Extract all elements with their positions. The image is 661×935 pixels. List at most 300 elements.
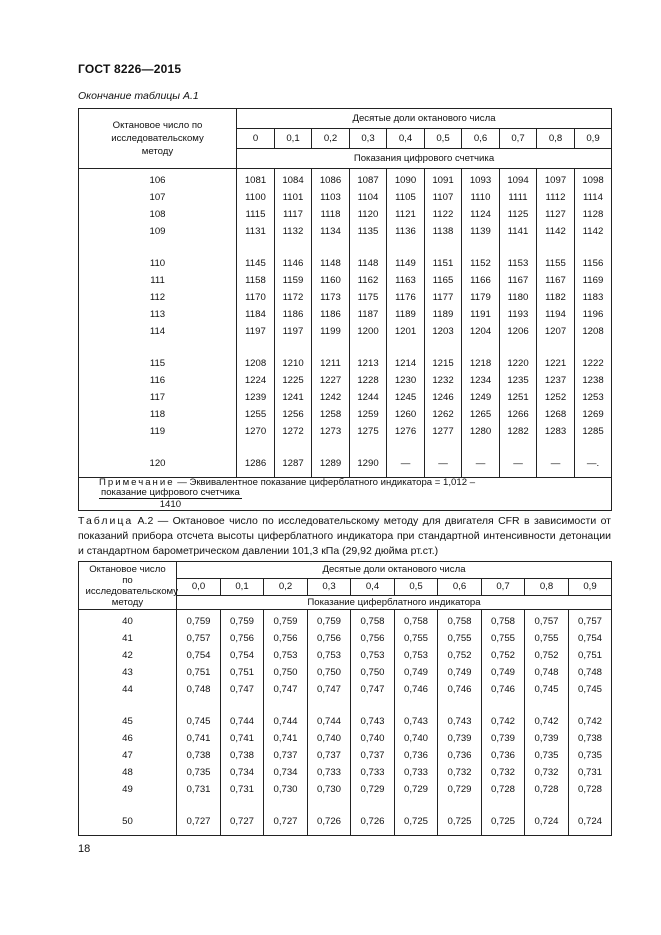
value-cell: 1098 (575, 173, 612, 190)
column-header: 0,4 (351, 579, 395, 596)
octane-number: 48 (79, 765, 177, 782)
value-cell: 1199 (312, 324, 350, 341)
value-cell: 0,749 (482, 665, 525, 682)
value-cell: 0,731 (177, 782, 221, 799)
column-header: 0,3 (350, 129, 387, 149)
value-cell: 0,726 (308, 814, 351, 831)
value-cell: 0,729 (395, 782, 438, 799)
document-header: ГОСТ 8226—2015 (78, 62, 182, 76)
value-cell: 1118 (312, 207, 350, 224)
value-cell: 0,739 (525, 731, 569, 748)
value-cell: 1290 (350, 456, 387, 473)
value-cell: 0,745 (525, 682, 569, 699)
fraction-numerator: показание цифрового счетчика (101, 486, 240, 498)
page-number: 18 (78, 843, 91, 855)
column-header: 0,6 (438, 579, 482, 596)
value-cell: 1237 (537, 373, 575, 390)
octane-number: 49 (79, 782, 177, 799)
value-cell: 1213 (350, 356, 387, 373)
value-cell: 0,738 (569, 731, 612, 748)
value-cell: 1122 (425, 207, 462, 224)
table2-caption-text: А.2 — Октановое число по исследовательскому методу для двигателя CFR в зависимости от показаний прибора отсчета высоты циферблатного индикатора при стандартной интенсивности детонации и стандартном барометрическом давлении 101,3 кПа (29,92 дюйма рт.ст.) (78, 515, 611, 557)
value-cell: 1114 (575, 190, 612, 207)
value-cell: 0,724 (569, 814, 612, 831)
value-cell: 1160 (312, 273, 350, 290)
value-cell: 0,726 (351, 814, 395, 831)
value-cell: 1136 (387, 224, 425, 241)
group-header: Десятые доли октанового числа (177, 562, 612, 579)
value-cell: 1186 (275, 307, 312, 324)
value-cell: 1275 (350, 424, 387, 441)
value-cell: 1132 (275, 224, 312, 241)
value-cell: 0,733 (351, 765, 395, 782)
table-row (79, 631, 612, 648)
value-cell: 1152 (462, 256, 500, 273)
value-cell: — (425, 456, 462, 473)
table-row (79, 373, 612, 390)
octane-number: 112 (79, 290, 237, 307)
value-cell: 1272 (275, 424, 312, 441)
value-cell: 0,758 (395, 614, 438, 631)
value-cell: 0,742 (569, 714, 612, 731)
table-row (79, 456, 612, 473)
value-cell: 1269 (575, 407, 612, 424)
value-cell: 0,754 (569, 631, 612, 648)
value-cell: 0,728 (569, 782, 612, 799)
value-cell: 1187 (350, 307, 387, 324)
table-row (79, 190, 612, 207)
value-cell: 0,753 (264, 648, 308, 665)
value-cell: 1166 (462, 273, 500, 290)
table-row (79, 273, 612, 290)
value-cell: 1262 (425, 407, 462, 424)
value-cell: 1090 (387, 173, 425, 190)
value-cell: 0,729 (438, 782, 482, 799)
value-cell: 0,757 (177, 631, 221, 648)
value-cell: 0,745 (569, 682, 612, 699)
value-cell: 1081 (237, 173, 275, 190)
value-cell: 0,746 (438, 682, 482, 699)
value-cell: 1091 (425, 173, 462, 190)
value-cell: 1218 (462, 356, 500, 373)
value-cell: 0,733 (395, 765, 438, 782)
value-cell: 1282 (500, 424, 537, 441)
value-cell: 0,747 (351, 682, 395, 699)
value-cell: 0,749 (395, 665, 438, 682)
fraction-denominator: 1410 (159, 499, 182, 511)
value-cell: 1203 (425, 324, 462, 341)
value-cell: 1197 (275, 324, 312, 341)
value-cell: 1167 (537, 273, 575, 290)
value-cell: 1107 (425, 190, 462, 207)
value-cell: 1146 (275, 256, 312, 273)
value-cell: 1276 (387, 424, 425, 441)
value-cell: 0,737 (264, 748, 308, 765)
value-cell: 0,756 (308, 631, 351, 648)
table-row (79, 424, 612, 441)
value-cell: 0,740 (308, 731, 351, 748)
value-cell: 0,747 (221, 682, 264, 699)
table-row (79, 324, 612, 341)
value-cell: 1210 (275, 356, 312, 373)
column-header: 0,1 (275, 129, 312, 149)
value-cell: 0,736 (438, 748, 482, 765)
value-cell: 1156 (575, 256, 612, 273)
value-cell: 1211 (312, 356, 350, 373)
value-cell: 1093 (462, 173, 500, 190)
value-cell: 1242 (312, 390, 350, 407)
value-cell: 0,735 (525, 748, 569, 765)
value-cell: 0,755 (482, 631, 525, 648)
octane-number: 115 (79, 356, 237, 373)
value-cell: 0,745 (177, 714, 221, 731)
value-cell: 1201 (387, 324, 425, 341)
table-row (79, 173, 612, 190)
value-cell: — (462, 456, 500, 473)
value-cell: 1158 (237, 273, 275, 290)
octane-number: 44 (79, 682, 177, 699)
value-cell: 0,742 (482, 714, 525, 731)
value-cell: 1165 (425, 273, 462, 290)
value-cell: 1086 (312, 173, 350, 190)
table-row (79, 356, 612, 373)
value-cell: 0,732 (482, 765, 525, 782)
column-header: 0,8 (537, 129, 575, 149)
value-cell: 1104 (350, 190, 387, 207)
group-header: Десятые доли октанового числа (237, 109, 612, 129)
value-cell: 1285 (575, 424, 612, 441)
value-cell: 1287 (275, 456, 312, 473)
octane-number: 109 (79, 224, 237, 241)
value-cell: 1253 (575, 390, 612, 407)
value-cell: 0,751 (177, 665, 221, 682)
table-row (79, 407, 612, 424)
value-cell: 1268 (537, 407, 575, 424)
value-cell: 1186 (312, 307, 350, 324)
value-cell: 1111 (500, 190, 537, 207)
column-header: 0,9 (575, 129, 612, 149)
value-cell: 1200 (350, 324, 387, 341)
value-cell: 0,754 (177, 648, 221, 665)
value-cell: 1134 (312, 224, 350, 241)
value-cell: 1208 (237, 356, 275, 373)
value-cell: 0,730 (308, 782, 351, 799)
value-cell: 1110 (462, 190, 500, 207)
column-header: 0,3 (308, 579, 351, 596)
column-header: 0,0 (177, 579, 221, 596)
value-cell: 0,743 (351, 714, 395, 731)
value-cell: 0,755 (438, 631, 482, 648)
value-cell: 0,741 (177, 731, 221, 748)
value-cell: 1128 (575, 207, 612, 224)
value-cell: 0,739 (482, 731, 525, 748)
value-cell: 1241 (275, 390, 312, 407)
value-cell: 1208 (575, 324, 612, 341)
value-cell: 0,750 (308, 665, 351, 682)
octane-number: 46 (79, 731, 177, 748)
value-cell: 1230 (387, 373, 425, 390)
value-cell: 1238 (575, 373, 612, 390)
column-header: 0,2 (264, 579, 308, 596)
table-row (79, 224, 612, 241)
value-cell: 0,750 (264, 665, 308, 682)
value-cell: 1273 (312, 424, 350, 441)
column-header: 0,9 (569, 579, 612, 596)
value-cell: 0,725 (395, 814, 438, 831)
value-cell: 1117 (275, 207, 312, 224)
value-cell: 1259 (350, 407, 387, 424)
value-cell: 1173 (312, 290, 350, 307)
value-cell: — (387, 456, 425, 473)
column-header: 0,1 (221, 579, 264, 596)
table1-caption: Окончание таблицы А.1 (78, 90, 199, 102)
value-cell: 0,746 (482, 682, 525, 699)
value-cell: 1155 (537, 256, 575, 273)
table-row (79, 814, 612, 831)
value-cell: 0,748 (525, 665, 569, 682)
value-cell: 0,743 (395, 714, 438, 731)
value-cell: 1249 (462, 390, 500, 407)
value-cell: 1112 (537, 190, 575, 207)
table-row (79, 614, 612, 631)
value-cell: 1194 (537, 307, 575, 324)
value-cell: 0,751 (221, 665, 264, 682)
value-cell: 0,755 (525, 631, 569, 648)
table-row (79, 714, 612, 731)
value-cell: 1139 (462, 224, 500, 241)
value-cell: 0,756 (351, 631, 395, 648)
value-cell: 1255 (237, 407, 275, 424)
table2-caption (78, 514, 611, 559)
column-header: 0,4 (387, 129, 425, 149)
table-row (79, 256, 612, 273)
table1-note (79, 478, 612, 511)
column-header: 0,8 (525, 579, 569, 596)
value-cell: 0,744 (264, 714, 308, 731)
value-cell: 1100 (237, 190, 275, 207)
value-cell: 1277 (425, 424, 462, 441)
value-cell: 1175 (350, 290, 387, 307)
column-header: 0 (237, 129, 275, 149)
value-cell: 1094 (500, 173, 537, 190)
table-row (79, 748, 612, 765)
value-cell: 1270 (237, 424, 275, 441)
value-cell: 0,740 (395, 731, 438, 748)
value-cell: 1239 (237, 390, 275, 407)
note-text: — Эквивалентное показание циферблатного индикатора = 1,012 – (177, 477, 476, 488)
value-cell: 0,752 (482, 648, 525, 665)
table-a2 (78, 561, 612, 836)
value-cell: 0,754 (221, 648, 264, 665)
value-cell: 0,752 (438, 648, 482, 665)
value-cell: 0,740 (351, 731, 395, 748)
octane-number: 40 (79, 614, 177, 631)
value-cell: 0,729 (351, 782, 395, 799)
table-row (79, 390, 612, 407)
value-cell: 1163 (387, 273, 425, 290)
value-cell: 1286 (237, 456, 275, 473)
value-cell: 0,753 (351, 648, 395, 665)
column-header: 0,6 (462, 129, 500, 149)
value-cell: 1135 (350, 224, 387, 241)
octane-number: 117 (79, 390, 237, 407)
column-header: 0,7 (500, 129, 537, 149)
value-cell: 0,742 (525, 714, 569, 731)
value-cell: 0,731 (221, 782, 264, 799)
value-cell: 1115 (237, 207, 275, 224)
octane-number: 120 (79, 456, 237, 473)
sub-header: Показания цифрового счетчика (237, 149, 612, 169)
value-cell: 1260 (387, 407, 425, 424)
table-row (79, 207, 612, 224)
value-cell: 1153 (500, 256, 537, 273)
value-cell: 0,755 (395, 631, 438, 648)
column-header: 0,7 (482, 579, 525, 596)
octane-number: 113 (79, 307, 237, 324)
value-cell: 0,735 (177, 765, 221, 782)
table-row (79, 782, 612, 799)
value-cell: 0,730 (264, 782, 308, 799)
value-cell: 0,746 (395, 682, 438, 699)
value-cell: 0,744 (221, 714, 264, 731)
octane-number: 119 (79, 424, 237, 441)
value-cell: 1228 (350, 373, 387, 390)
value-cell: 1258 (312, 407, 350, 424)
value-cell: 1162 (350, 273, 387, 290)
value-cell: 0,757 (525, 614, 569, 631)
value-cell: —. (575, 456, 612, 473)
note-fraction (99, 488, 242, 510)
value-cell: 1204 (462, 324, 500, 341)
sub-header: Показание циферблатного индикатора (177, 596, 612, 610)
column-header: 0,2 (312, 129, 350, 149)
value-cell: 1225 (275, 373, 312, 390)
value-cell: 0,756 (221, 631, 264, 648)
value-cell: 1169 (575, 273, 612, 290)
value-cell: 1084 (275, 173, 312, 190)
value-cell: 1176 (387, 290, 425, 307)
value-cell: 0,731 (569, 765, 612, 782)
value-cell: 1266 (500, 407, 537, 424)
octane-number: 108 (79, 207, 237, 224)
value-cell: 1235 (500, 373, 537, 390)
value-cell: 1105 (387, 190, 425, 207)
value-cell: 1159 (275, 273, 312, 290)
value-cell: 1283 (537, 424, 575, 441)
value-cell: 0,759 (177, 614, 221, 631)
octane-number: 106 (79, 173, 237, 190)
value-cell: 1245 (387, 390, 425, 407)
octane-number: 45 (79, 714, 177, 731)
octane-number: 114 (79, 324, 237, 341)
octane-number: 116 (79, 373, 237, 390)
value-cell: 0,743 (438, 714, 482, 731)
value-cell: 1227 (312, 373, 350, 390)
value-cell: 1087 (350, 173, 387, 190)
value-cell: 0,738 (177, 748, 221, 765)
value-cell: 0,753 (308, 648, 351, 665)
column-header: 0,5 (395, 579, 438, 596)
value-cell: 0,752 (525, 648, 569, 665)
value-cell: 1172 (275, 290, 312, 307)
value-cell: 0,734 (221, 765, 264, 782)
value-cell: 1097 (537, 173, 575, 190)
value-cell: 1224 (237, 373, 275, 390)
value-cell: 1234 (462, 373, 500, 390)
value-cell: 0,737 (308, 748, 351, 765)
value-cell: 0,759 (221, 614, 264, 631)
table-a1 (78, 108, 612, 511)
value-cell: 1252 (537, 390, 575, 407)
value-cell: 0,737 (351, 748, 395, 765)
value-cell: 0,727 (177, 814, 221, 831)
value-cell: 0,750 (351, 665, 395, 682)
table-row (79, 765, 612, 782)
value-cell: 1125 (500, 207, 537, 224)
row-header: Октановое число по исследовательскому методу (79, 562, 177, 610)
value-cell: 0,749 (438, 665, 482, 682)
value-cell: 0,736 (482, 748, 525, 765)
value-cell: 1222 (575, 356, 612, 373)
table-row (79, 648, 612, 665)
table-row (79, 290, 612, 307)
value-cell: 0,728 (525, 782, 569, 799)
value-cell: 0,739 (438, 731, 482, 748)
value-cell: 1170 (237, 290, 275, 307)
value-cell: 1149 (387, 256, 425, 273)
value-cell: 1232 (425, 373, 462, 390)
table-row (79, 665, 612, 682)
row-header: Октановое число по исследовательскому методу (79, 109, 237, 169)
value-cell: 1189 (387, 307, 425, 324)
value-cell: 1265 (462, 407, 500, 424)
value-cell: 0,725 (438, 814, 482, 831)
value-cell: 1197 (237, 324, 275, 341)
value-cell: 1121 (387, 207, 425, 224)
value-cell: 0,757 (569, 614, 612, 631)
value-cell: 1124 (462, 207, 500, 224)
value-cell: 1180 (500, 290, 537, 307)
value-cell: 1289 (312, 456, 350, 473)
value-cell: 0,728 (482, 782, 525, 799)
value-cell: 0,727 (264, 814, 308, 831)
value-cell: 1103 (312, 190, 350, 207)
value-cell: 1196 (575, 307, 612, 324)
octane-number: 50 (79, 814, 177, 831)
value-cell: 0,747 (308, 682, 351, 699)
value-cell: 0,741 (221, 731, 264, 748)
value-cell: 0,753 (395, 648, 438, 665)
value-cell: 1177 (425, 290, 462, 307)
value-cell: 1131 (237, 224, 275, 241)
value-cell: 1182 (537, 290, 575, 307)
value-cell: 0,724 (525, 814, 569, 831)
value-cell: 1221 (537, 356, 575, 373)
value-cell: 1191 (462, 307, 500, 324)
value-cell: 0,727 (221, 814, 264, 831)
octane-number: 41 (79, 631, 177, 648)
value-cell: 1193 (500, 307, 537, 324)
value-cell: 0,758 (351, 614, 395, 631)
value-cell: 1206 (500, 324, 537, 341)
value-cell: 0,759 (264, 614, 308, 631)
value-cell: 1215 (425, 356, 462, 373)
column-header: 0,5 (425, 129, 462, 149)
value-cell: 0,748 (177, 682, 221, 699)
value-cell: 1179 (462, 290, 500, 307)
value-cell: — (500, 456, 537, 473)
table2-caption-label: Таблица (78, 515, 134, 527)
